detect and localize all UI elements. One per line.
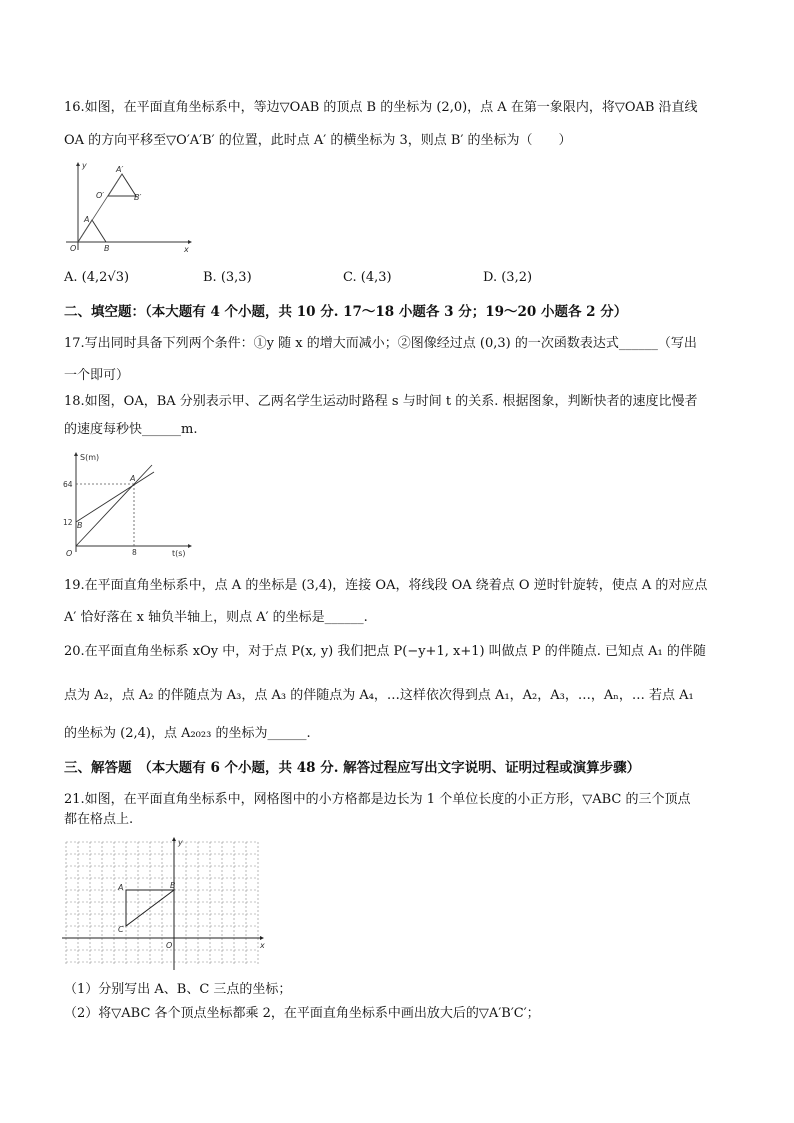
q21-x-arrow bbox=[260, 936, 264, 940]
q20-text-line2: 点为 A₂，点 A₂ 的伴随点为 A₃，点 A₃ 的伴随点为 A₄，…这样依次得到点 A₁，A₂，A₃，…，Aₙ，… 若点 A₁ bbox=[64, 688, 694, 703]
q21-figure bbox=[62, 836, 270, 972]
q18-label-t-axis: t(s) bbox=[172, 549, 186, 558]
q16-option-b-value: (3,3) bbox=[220, 270, 252, 285]
q18-line-BA bbox=[76, 472, 154, 522]
q18-text-line1: 18.如图，OA，BA 分别表示甲、乙两名学生运动时路程 s 与时间 t 的关系. 根据图象，判断快者的速度比慢者 bbox=[64, 394, 698, 409]
q16-option-b-letter: B. bbox=[203, 270, 217, 285]
q17-text-line1: 17.写出同时具备下列两个条件：①y 随 x 的增大而减小；②图像经过点 (0,3) 的一次函数表达式______（写出 bbox=[64, 336, 697, 351]
q18-label-12: 12 bbox=[63, 518, 73, 527]
q19-text-line2: A′ 恰好落在 x 轴负半轴上，则点 A′ 的坐标是______. bbox=[64, 610, 368, 625]
q21-label-O: O bbox=[166, 941, 173, 950]
q16-label-y: y bbox=[82, 161, 87, 170]
q21-label-B: B bbox=[170, 881, 176, 890]
q16-option-b bbox=[203, 268, 252, 288]
q16-text-line1: 16.如图，在平面直角坐标系中，等边▽OAB 的顶点 B 的坐标为 (2,0)，点 A 在第一象限内，将▽OAB 沿直线 bbox=[64, 100, 698, 115]
q21-grid bbox=[66, 842, 258, 966]
q16-label-A: A bbox=[84, 215, 90, 224]
section-2-heading: 二、填空题：（本大题有 4 个小题，共 10 分. 17～18 小题各 3 分；19～20 小题各 2 分） bbox=[64, 304, 628, 320]
q16-label-A1: A′ bbox=[116, 165, 124, 174]
q18-label-8: 8 bbox=[132, 548, 137, 557]
q16-option-a bbox=[64, 268, 129, 288]
q21-label-C: C bbox=[118, 925, 124, 934]
q21-text-line2: 都在格点上. bbox=[64, 812, 134, 827]
q16-option-d-value: (3,2) bbox=[501, 270, 533, 285]
q19-text-line1: 19.在平面直角坐标系中，点 A 的坐标是 (3,4)，连接 OA，将线段 OA 绕着点 O 逆时针旋转，使点 A 的对应点 bbox=[64, 578, 708, 593]
q16-label-x: x bbox=[184, 245, 189, 252]
q16-label-O1: O′ bbox=[96, 191, 105, 200]
q16-option-a-letter: A. bbox=[64, 270, 78, 285]
q16-text-line2: OA 的方向平移至▽O′A′B′ 的位置，此时点 A′ 的横坐标为 3，则点 B′ 的坐标为（ ） bbox=[64, 133, 572, 148]
q21-label-A: A bbox=[118, 883, 124, 892]
q16-label-B1: B′ bbox=[134, 193, 142, 202]
q16-triangle-OAB bbox=[78, 220, 106, 242]
q18-label-B: B bbox=[77, 521, 83, 530]
q18-label-A: A bbox=[130, 474, 136, 483]
q16-option-c bbox=[343, 268, 392, 288]
q18-t-arrow bbox=[188, 544, 192, 548]
q18-s-arrow bbox=[74, 452, 78, 456]
q18-label-64: 64 bbox=[63, 480, 73, 489]
q18-line-OA bbox=[76, 465, 152, 546]
q20-text-line3: 的坐标为 (2,4)，点 A₂₀₂₃ 的坐标为______. bbox=[64, 726, 311, 741]
section-3-heading: 三、解答题 （本大题有 6 个小题，共 48 分. 解答过程应写出文字说明、证明过程或演算步骤） bbox=[64, 760, 641, 776]
q16-figure bbox=[62, 160, 194, 252]
q21-label-y: y bbox=[178, 838, 183, 847]
q18-label-s-axis: S(m) bbox=[80, 453, 100, 462]
q16-option-c-value: (4,3) bbox=[360, 270, 392, 285]
q16-option-c-letter: C. bbox=[343, 270, 357, 285]
q16-label-B: B bbox=[104, 244, 110, 252]
q18-label-O: O bbox=[66, 549, 73, 558]
q21-sub2: （2）将▽ABC 各个顶点坐标都乘 2，在平面直角坐标系中画出放大后的▽A′B′C′； bbox=[64, 1006, 540, 1021]
q16-option-d bbox=[483, 268, 532, 288]
q16-label-O: O bbox=[70, 244, 77, 252]
q16-x-arrow bbox=[188, 240, 192, 244]
q21-label-x: x bbox=[260, 941, 265, 950]
q16-option-a-value: (4,2√3) bbox=[81, 270, 130, 285]
q18-text-line2: 的速度每秒快______m. bbox=[64, 422, 198, 437]
q18-figure bbox=[62, 448, 200, 558]
q17-text-line2: 一个即可） bbox=[64, 368, 130, 383]
q21-y-arrow bbox=[172, 837, 176, 841]
q20-text-line1: 20.在平面直角坐标系 xOy 中，对于点 P(x, y) 我们把点 P(−y+1, x+1) 叫做点 P 的伴随点. 已知点 A₁ 的伴随 bbox=[64, 644, 706, 659]
q21-sub1: （1）分别写出 A、B、C 三点的坐标； bbox=[64, 982, 292, 997]
q16-triangle-O1A1B1 bbox=[108, 174, 136, 196]
q16-option-d-letter: D. bbox=[483, 270, 498, 285]
q21-text-line1: 21.如图，在平面直角坐标系中，网格图中的小方格都是边长为 1 个单位长度的小正方形，▽ABC 的三个顶点 bbox=[64, 792, 691, 807]
q16-y-arrow bbox=[76, 162, 80, 166]
